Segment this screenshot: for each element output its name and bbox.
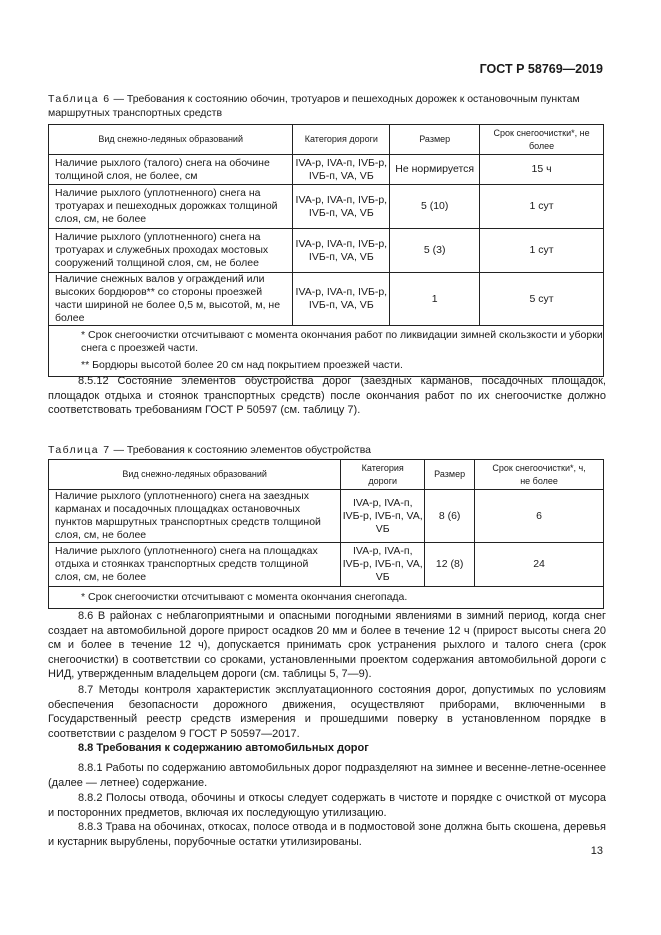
table6-cell-size: 1 <box>390 273 480 326</box>
section-heading-8-8: 8.8 Требования к содержанию автомобильных дорог <box>78 742 369 754</box>
table6-caption-prefix: Таблица 6 <box>48 93 111 105</box>
table6-cell-type: Наличие рыхлого (уплотненного) снега на тротуарах и служебных проходах мостовых сооружений толщиной слоя, см, не более <box>49 229 293 273</box>
table6-cell-type: Наличие снежных валов у ограждений или высоких бордюров** со стороны проезжей части шириной не более 0,5 м, высотой, м, не более <box>49 273 293 326</box>
page-number: 13 <box>590 845 603 857</box>
table7-cell-type: Наличие рыхлого (уплотненного) снега на заездных карманах и посадочных площадках остановочных пунктов маршрутных транспортных средств толщиной слоя, см, не более <box>49 490 341 543</box>
table6-cell-category: IVA-р, IVA-п, IVБ-р, IVБ-п, VA, VБ <box>293 273 390 326</box>
table6-cell-size: 5 (10) <box>390 185 480 229</box>
table7-header-row <box>49 460 604 490</box>
table7-cell-term: 24 <box>475 543 604 587</box>
table6-col-term: Срок снегоочистки*, не более <box>480 125 604 155</box>
table7-cell-size: 12 (8) <box>425 543 475 587</box>
table-row <box>49 185 604 229</box>
paragraph-8-8-2: 8.8.2 Полосы отвода, обочины и откосы следует содержать в чистоте и порядке с очисткой от мусора и посторонних предметов, включая их последующую утилизацию. <box>48 792 606 819</box>
table7 <box>48 459 604 609</box>
table7-col-term: Срок снегоочистки*, ч, не более <box>475 460 604 490</box>
table6-col-type: Вид снежно-ледяных образований <box>49 125 293 155</box>
paragraph-8-5-12: 8.5.12 Состояние элементов обустройства дорог (заездных карманов, посадочных площадок, площадок отдыха и стоянок транспортных средств) после окончания работ по их снегоочистке должно соответствовать требованиям ГОСТ Р 50597 (см. таблицу 7). <box>48 375 606 417</box>
paragraph-8-8-1: 8.8.1 Работы по содержанию автомобильных дорог подразделяют на зимнее и весенне-летне-осеннее (далее — летнее) содержание. <box>48 762 606 789</box>
table6-cell-term: 5 сут <box>480 273 604 326</box>
table6-note-1: * Срок снегоочистки отсчитывают с момента окончания работ по ликвидации зимней скользкости и уборки снега с проезжей части. <box>81 329 603 354</box>
table6-caption <box>48 92 604 120</box>
table6-cell-size: Не нормируется <box>390 155 480 185</box>
table7-cell-type: Наличие рыхлого (уплотненного) снега на площадках отдыха и стоянках транспортных средств толщиной слоя, см, не более <box>49 543 341 587</box>
paragraph-8-6: 8.6 В районах с неблагоприятными и опасными погодными явлениями в зимний период, когда снег создает на автомобильной дороге прирост осадков 20 мм и более в течение 12 ч (прирост высоты снега 20 см и более в течение 12 ч), допускается принимать срок устранения рыхлого и талого снега (срок снегоочистки) в соответствии со сроками, установленными проектом содержания автомобильной дороги с НИД, утвержденным владельцем дороги (см. таблицы 5, 7—9). <box>48 610 606 681</box>
paragraph-8-7: 8.7 Методы контроля характеристик эксплуатационного состояния дорог, допустимых по условиям обеспечения безопасности дорожного движения, осуществляют приборами, включенными в Государственный реестр средств измерения и прошедшими поверку в установленном порядке в соответствии с разделом 9 ГОСТ Р 50597—2017. <box>48 684 606 740</box>
table6-cell-category: IVA-р, IVA-п, IVБ-р, IVБ-п, VA, VБ <box>293 229 390 273</box>
table6-cell-type: Наличие рыхлого (уплотненного) снега на тротуарах и пешеходных дорожках толщиной слоя, см, не более <box>49 185 293 229</box>
table-row <box>49 490 604 543</box>
table7-cell-category: IVA-р, IVA-п, IVБ-р, IVБ-п, VA, VБ <box>341 490 425 543</box>
table-row <box>49 229 604 273</box>
table7-caption-prefix: Таблица 7 <box>48 444 111 456</box>
paragraph-8-8-3: 8.8.3 Трава на обочинах, откосах, полосе отвода и в подмостовой зоне должна быть скошена, деревья и кустарник вырублены, порубочные остатки утилизированы. <box>48 821 606 848</box>
table6 <box>48 124 604 377</box>
table-row <box>49 273 604 326</box>
table6-cell-size: 5 (3) <box>390 229 480 273</box>
table6-note-2: ** Бордюры высотой более 20 см над покрытием проезжей части. <box>81 359 403 371</box>
table6-col-size: Размер <box>390 125 480 155</box>
table7-cell-term: 6 <box>475 490 604 543</box>
table6-caption-text: — Требования к состоянию обочин, тротуаров и пешеходных дорожек к остановочным пунктам маршрутных транспортных средств <box>48 93 580 119</box>
standard-number: ГОСТ Р 58769—2019 <box>479 62 603 76</box>
table7-col-type: Вид снежно-ледяных образований <box>49 460 341 490</box>
table-row <box>49 155 604 185</box>
table6-notes <box>49 326 604 377</box>
table6-cell-term: 15 ч <box>480 155 604 185</box>
table7-caption <box>48 443 604 457</box>
table6-notes-row <box>49 326 604 377</box>
table-row <box>49 543 604 587</box>
table6-cell-term: 1 сут <box>480 185 604 229</box>
table6-col-category: Категория дороги <box>293 125 390 155</box>
table7-note-1: * Срок снегоочистки отсчитывают с момента окончания снегопада. <box>49 587 604 609</box>
table7-col-category: Категория дороги <box>341 460 425 490</box>
table6-header-row <box>49 125 604 155</box>
table7-caption-text: — Требования к состоянию элементов обустройства <box>110 444 372 456</box>
table7-cell-size: 8 (6) <box>425 490 475 543</box>
table6-cell-type: Наличие рыхлого (талого) снега на обочине толщиной слоя, не более, см <box>49 155 293 185</box>
table7-notes-row <box>49 587 604 609</box>
table7-col-size: Размер <box>425 460 475 490</box>
table6-cell-term: 1 сут <box>480 229 604 273</box>
table7-cell-category: IVA-р, IVA-п, IVБ-р, IVБ-п, VA, VБ <box>341 543 425 587</box>
table6-cell-category: IVA-р, IVA-п, IVБ-р, IVБ-п, VA, VБ <box>293 185 390 229</box>
table6-cell-category: IVA-р, IVA-п, IVБ-р, IVБ-п, VA, VБ <box>293 155 390 185</box>
